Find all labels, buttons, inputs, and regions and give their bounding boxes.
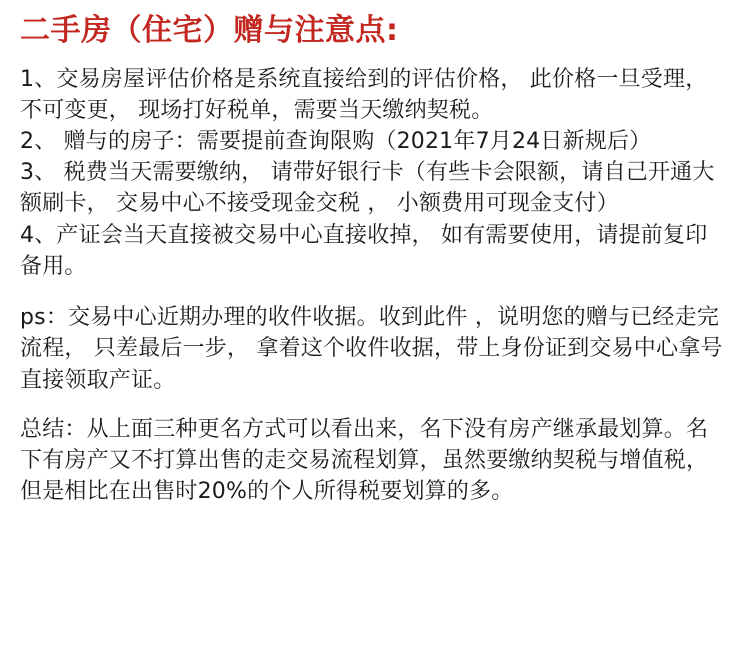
numbered-paragraph-2: 2、 赠与的房子：需要提前查询限购（2021年7月24日新规后）: [20, 128, 652, 154]
numbered-paragraph-3: 3、 税费当天需要缴纳， 请带好银行卡（有些卡会限额，请自己开通大额刷卡， 交易中心不接受现金交税 ， 小额费用可现金支付）: [20, 160, 715, 217]
numbered-paragraph-1: 1、交易房屋评估价格是系统直接给到的评估价格， 此价格一旦受理， 不可变更， 现场打好税单，需要当天缴纳契税。: [20, 66, 708, 123]
paragraph-spacer-2: [20, 396, 726, 414]
numbered-paragraph-4: 4、产证会当天直接被交易中心直接收掉， 如有需要使用，请提前复印备用。: [20, 222, 708, 279]
page-title: 二手房（住宅）赠与注意点:: [20, 13, 399, 48]
paragraph-spacer-1: [20, 282, 726, 302]
summary-paragraph: 总结：从上面三种更名方式可以看出来，名下没有房产继承最划算。名下有房产又不打算出售的走交易流程划算，虽然要缴纳契税与增值税，但是相比在出售时20%的个人所得税要划算的多。: [20, 416, 709, 505]
document-body: [20, 64, 726, 508]
ps-paragraph: ps：交易中心近期办理的收件收据。收到此件 ，说明您的赠与已经走完流程， 只差最后一步， 拿着这个收件收据，带上身份证到交易中心拿号直接领取产证。: [20, 305, 723, 393]
